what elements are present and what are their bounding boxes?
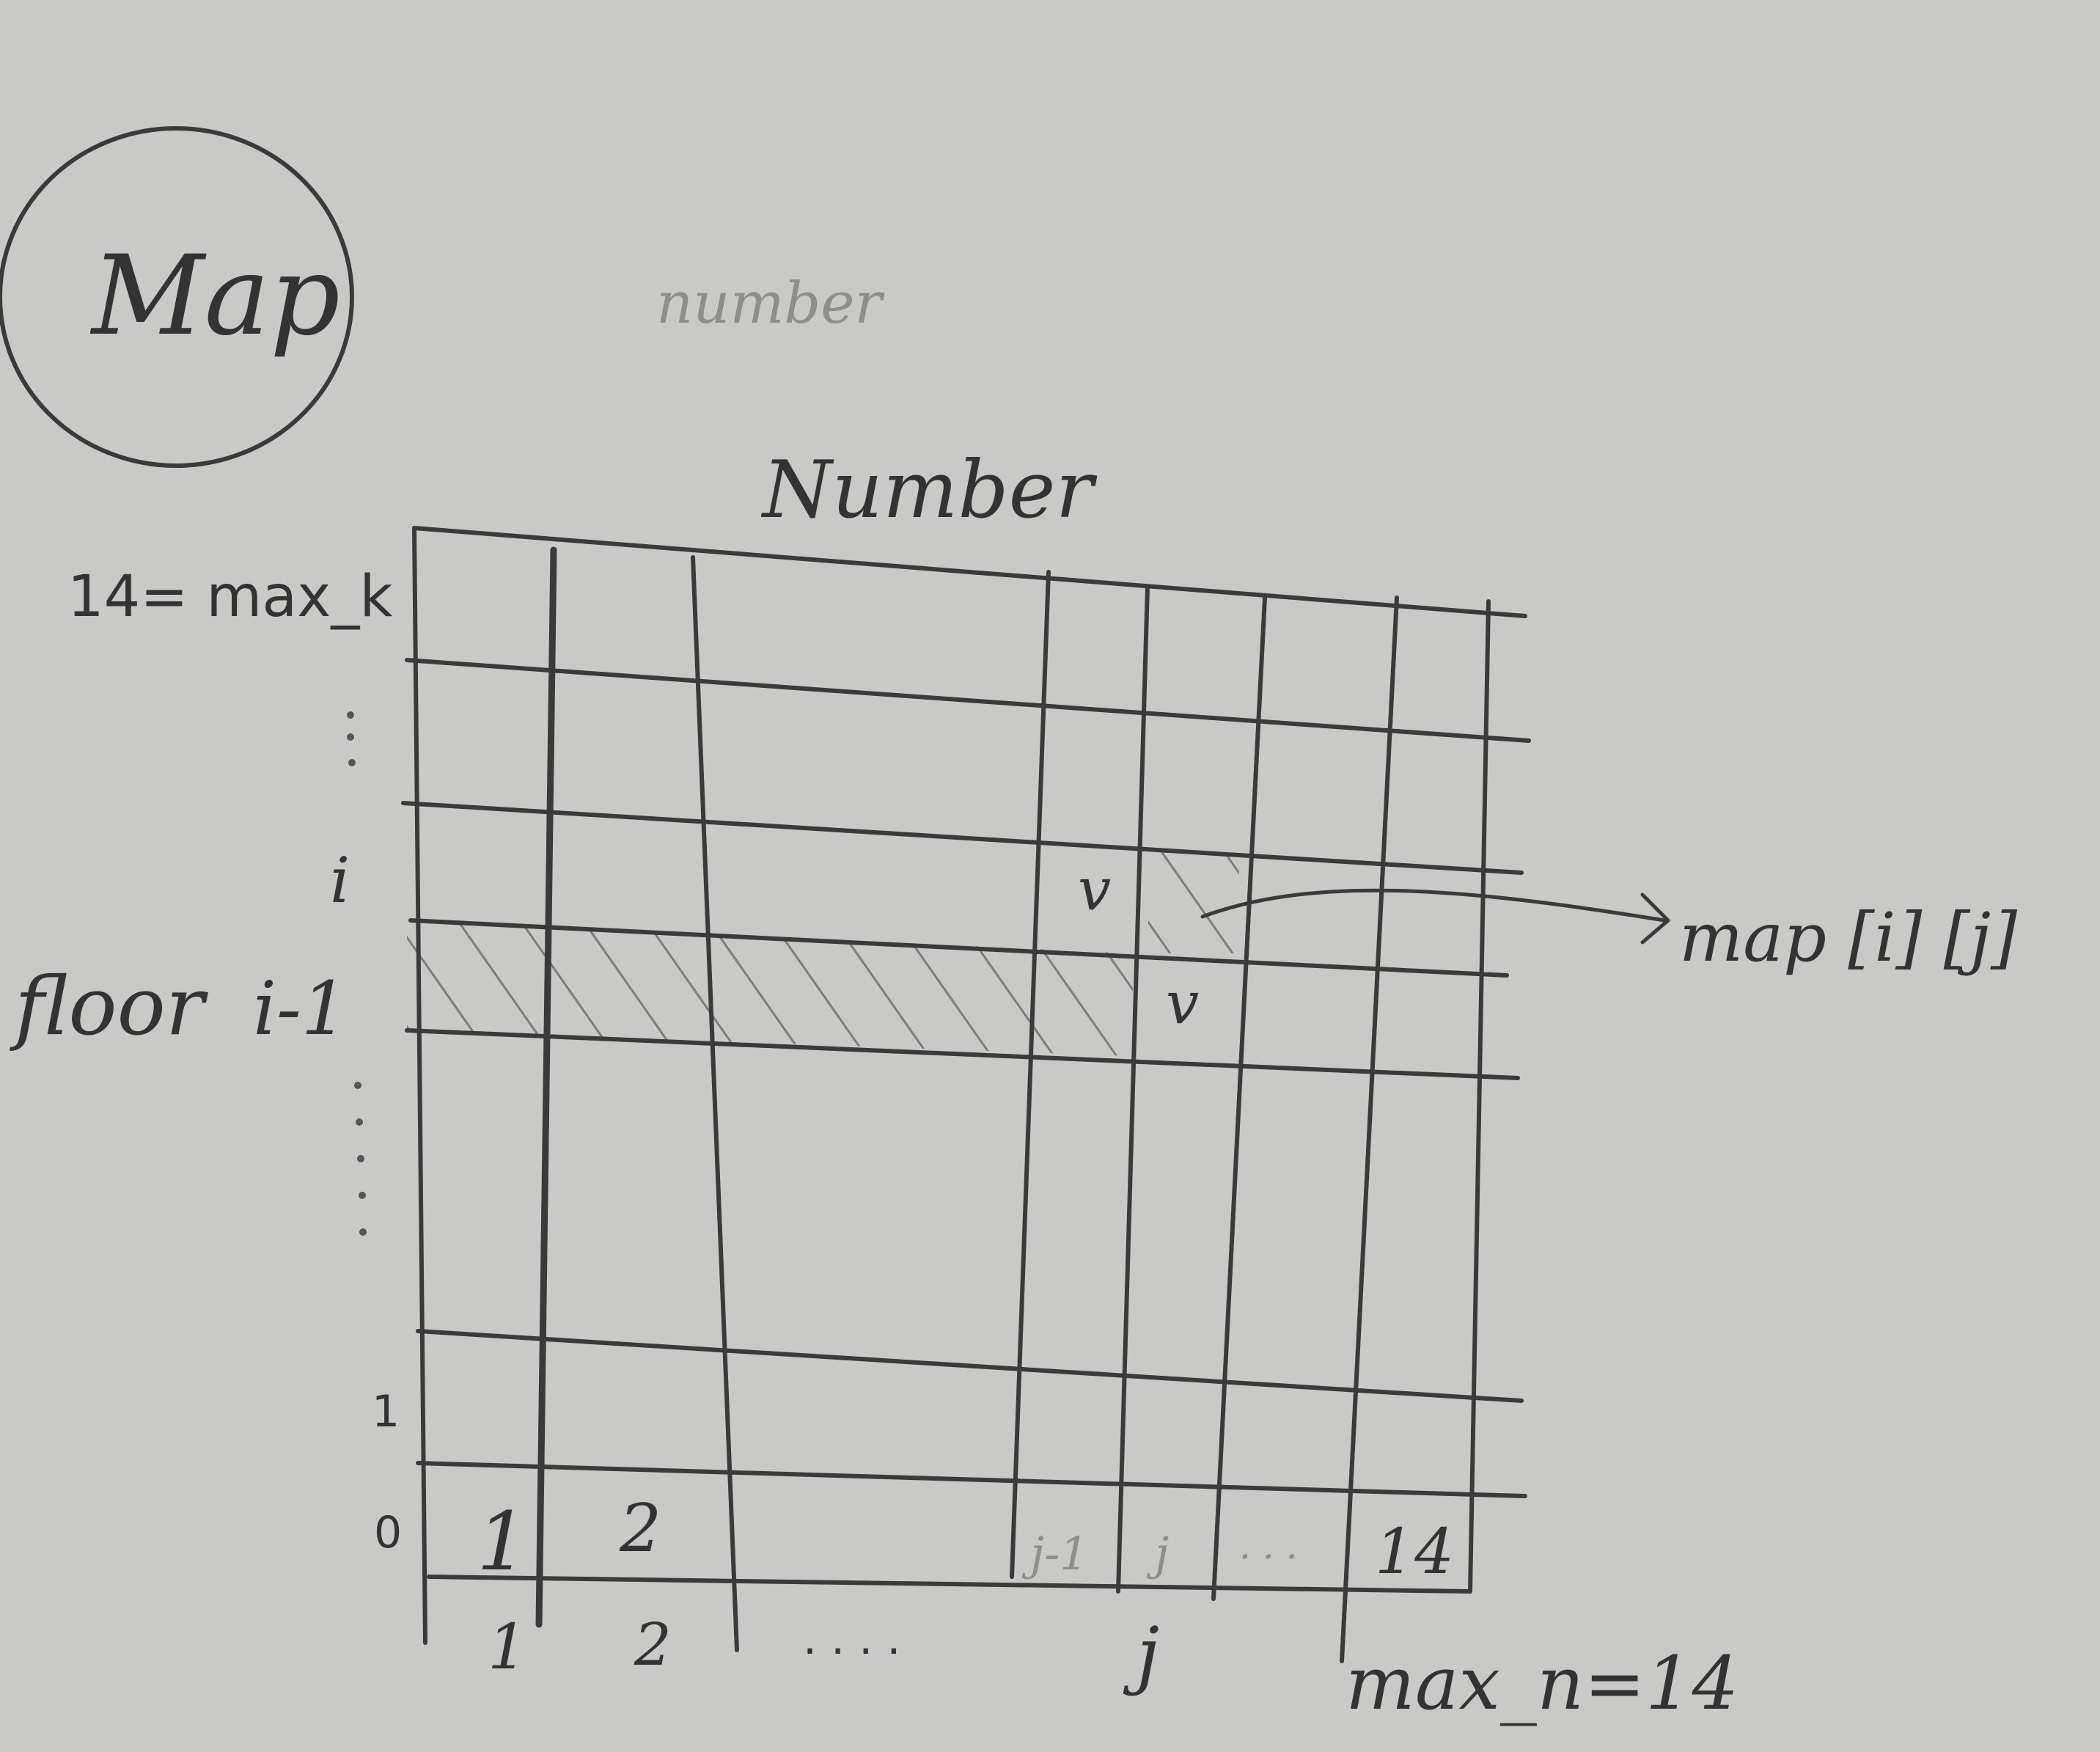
y-label-1: 1 bbox=[372, 1386, 400, 1437]
y-axis-dots bbox=[347, 711, 367, 1236]
x-label-j: j bbox=[1137, 1611, 1160, 1697]
y-label-floor: floor bbox=[15, 959, 205, 1053]
row0-cell-j-minus-1: j-1 bbox=[1030, 1527, 1089, 1580]
x-label-2: 2 bbox=[634, 1610, 672, 1679]
y-label-i: i bbox=[330, 845, 350, 917]
row0-cell-1: 1 bbox=[477, 1495, 528, 1588]
x-label-max-n: max_n=14 bbox=[1345, 1641, 1739, 1726]
x-label-dots: . . . . bbox=[803, 1613, 901, 1665]
row0-cell-2: 2 bbox=[620, 1490, 662, 1567]
grid-horizontal-lines bbox=[403, 528, 1529, 1591]
y-label-top: 14= max_k bbox=[67, 564, 393, 630]
page-title: Map bbox=[92, 232, 341, 360]
check-mark-lower: v bbox=[1166, 969, 1200, 1037]
ghost-text: number bbox=[656, 271, 882, 337]
x-label-1: 1 bbox=[488, 1611, 528, 1684]
map-title-group bbox=[0, 128, 352, 466]
y-label-i-minus-1: i-1 bbox=[253, 966, 348, 1052]
axis-title: Number bbox=[763, 444, 1094, 536]
check-mark-upper: v bbox=[1078, 855, 1112, 923]
row0-cell-14: 14 bbox=[1375, 1516, 1455, 1588]
hatched-target-cell bbox=[1145, 851, 1239, 953]
y-label-0: 0 bbox=[374, 1507, 403, 1558]
row0-dots: . . . bbox=[1239, 1525, 1298, 1567]
annotation-arrow bbox=[1203, 890, 1668, 942]
row0-cell-j: j bbox=[1155, 1527, 1170, 1580]
annotation-label: map [i] [j] bbox=[1679, 898, 2017, 977]
